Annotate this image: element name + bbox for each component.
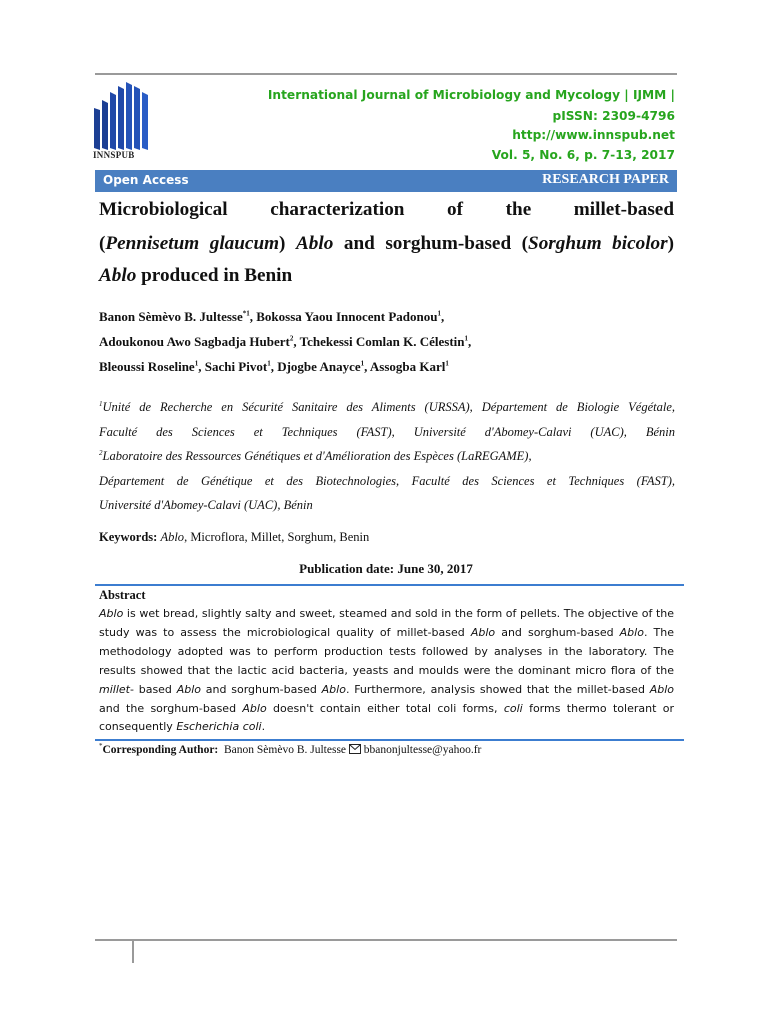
corresponding-name: Banon Sèmèvo B. Jultesse — [224, 744, 347, 756]
keywords-label: Keywords: — [99, 530, 158, 544]
author: Adoukonou Awo Sagbadja Hubert — [99, 334, 290, 349]
publication-date: Publication date: June 30, 2017 — [299, 561, 473, 576]
abstract-body: Ablo is wet bread, slightly salty and sweet, steamed and sold in the form of pellets. The objective of the study was to assess the microbiological quality of millet-based Ablo and sorghum-based Ablo. The methodology adopted was to perform production tests followed by analyses in the laboratory. The results showed that the lactic acid bacteria, yeasts and moulds were the dominant micro flora of the millet- based Ablo and sorghum-based Ablo. Furthermore, analysis showed that the millet-based Ablo and the sorghum-based Ablo doesn't contain either total coli forms, coli forms thermo tolerant or consequently Escherichia coli. — [99, 607, 675, 734]
affiliation-line-2: Faculté des Sciences et Techniques (FAST), Université d'Abomey-Calavi (UAC), Bénin — [99, 425, 675, 439]
author-line-2: Adoukonou Awo Sagbadja Hubert$^2$, Tchekessi Comlan K. Célestin$^1$, — [99, 334, 472, 349]
open-access-label: Open Access — [103, 173, 189, 187]
corresponding-email[interactable]: bbanonjultesse@yahoo.fr — [363, 744, 482, 756]
author: Banon Sèmèvo B. Jultesse — [99, 309, 243, 324]
footer-rule — [95, 939, 677, 941]
author-line-3: Bleoussi Roseline$^1$, Sachi Pivot$^1$, Djogbe Anayce$^1$, Assogba Karl$^1$ — [99, 359, 449, 374]
article-title-line-3: Ablo produced in Benin — [99, 265, 293, 286]
affiliation-line-3: $^2$Laboratoire des Ressources Génétiques et d'Amélioration des Espèces (LaREGAME), — [99, 448, 532, 463]
top-rule — [95, 73, 677, 75]
envelope-icon — [349, 744, 361, 754]
logo-text: INNSPUB — [93, 150, 135, 160]
author: Assogba Karl — [369, 359, 446, 374]
article-title-line-2: (Pennisetum glaucum) Ablo and sorghum-based (Sorghum bicolor) — [99, 233, 674, 254]
abstract-top-rule — [95, 584, 684, 586]
affiliation-line-5: Université d'Abomey-Calavi (UAC), Bénin — [99, 498, 313, 512]
affiliation-line-4: Département de Génétique et des Biotechnologies, Faculté des Sciences et Techniques (FAST), — [99, 474, 675, 488]
author: Sachi Pivot — [204, 359, 268, 374]
author: Bokossa Yaou Innocent Padonou — [256, 309, 438, 324]
affiliation-line-1: $^1$Unité de Recherche en Sécurité Sanitaire des Aliments (URSSA), Département de Biologie Végétale, — [99, 399, 675, 414]
journal-issn: pISSN: 2309-4796 — [552, 109, 675, 123]
author-line-1: Banon Sèmèvo B. Jultesse$^{*1}$, Bokossa Yaou Innocent Padonou$^1$, — [99, 309, 445, 324]
footer-tick — [132, 939, 134, 963]
author: Bleoussi Roseline — [99, 359, 195, 374]
journal-volume: Vol. 5, No. 6, p. 7-13, 2017 — [491, 148, 675, 162]
abstract-heading: Abstract — [99, 588, 146, 602]
abstract-bottom-rule — [95, 739, 684, 741]
article-title-line-1: Microbiological characterization of the millet-based — [99, 199, 674, 220]
keywords: Keywords: Ablo, Microflora, Millet, Sorghum, Benin — [99, 530, 370, 544]
author: Djogbe Anayce — [277, 359, 361, 374]
article-banner — [95, 170, 677, 192]
journal-name: International Journal of Microbiology and Mycology | IJMM | — [267, 88, 675, 102]
article-type: RESEARCH PAPER — [542, 172, 669, 187]
author: Tchekessi Comlan K. Célestin — [299, 334, 465, 349]
journal-url[interactable]: http://www.innspub.net — [512, 128, 675, 142]
corresponding-label: Corresponding Author: — [102, 744, 219, 756]
corresponding-author: *Corresponding Author: Banon Sèmèvo B. Jultesse bbanonjultesse@yahoo.fr — [99, 742, 482, 756]
